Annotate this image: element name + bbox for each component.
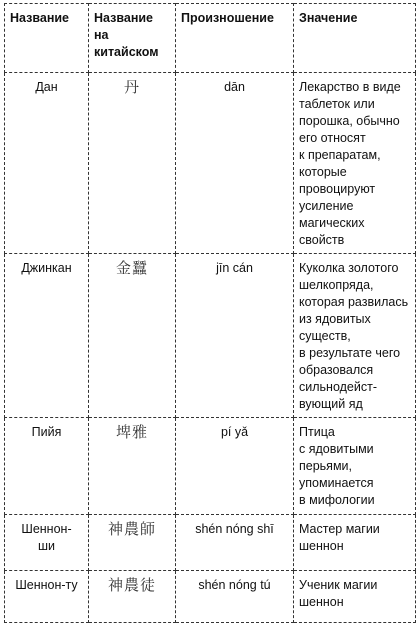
meaning-line: в результате чего <box>299 346 401 360</box>
meaning-line: перьями, <box>299 459 353 473</box>
term-pronunciation: pí yǎ <box>176 418 294 515</box>
term-name: Пийя <box>5 418 89 515</box>
meaning-line: Куколка золотого <box>299 261 399 275</box>
meaning-line: Лекарство в виде <box>299 80 401 94</box>
meaning-line: его относят <box>299 131 366 145</box>
term-chinese: 神農徒 <box>89 571 176 623</box>
meaning-line: шелкопряда, <box>299 278 374 292</box>
meaning-line: к препаратам, <box>299 148 381 162</box>
term-name: Джинкан <box>5 254 89 418</box>
term-name-line: Шеннон- <box>21 522 72 536</box>
meaning-line: которые <box>299 165 347 179</box>
meaning-line: в мифологии <box>299 493 375 507</box>
meaning-line: порошка, обычно <box>299 114 400 128</box>
meaning-line: шеннон <box>299 539 344 553</box>
meaning-line: образовался <box>299 363 374 377</box>
header-chinese-line: на <box>94 28 109 42</box>
meaning-line: таблеток или <box>299 97 375 111</box>
header-meaning: Значение <box>294 4 416 73</box>
table-row <box>5 418 416 515</box>
meaning-line: Ученик магии <box>299 578 378 592</box>
meaning-line: шеннон <box>299 595 344 609</box>
glossary-table <box>4 3 416 623</box>
header-chinese-line: Название <box>94 11 154 25</box>
meaning-line: Мастер магии <box>299 522 380 536</box>
term-name-line: ши <box>37 539 55 553</box>
meaning-line: с ядовитыми <box>299 442 374 456</box>
header-row <box>5 4 416 73</box>
meaning-line: усиление <box>299 199 354 213</box>
meaning-line: из ядовитых <box>299 312 371 326</box>
term-meaning <box>294 418 416 515</box>
term-pronunciation: shén nóng shī <box>176 515 294 571</box>
header-pronunciation: Произношение <box>176 4 294 73</box>
term-pronunciation: jīn cán <box>176 254 294 418</box>
term-meaning <box>294 254 416 418</box>
meaning-line: существ, <box>299 329 351 343</box>
term-meaning <box>294 515 416 571</box>
term-name: Шеннон-ту <box>5 571 89 623</box>
term-pronunciation: shén nóng tú <box>176 571 294 623</box>
term-chinese: 金蠶 <box>89 254 176 418</box>
term-name: Дан <box>5 73 89 254</box>
meaning-line: магических <box>299 216 365 230</box>
term-meaning <box>294 571 416 623</box>
term-name <box>5 515 89 571</box>
table-row <box>5 571 416 623</box>
meaning-line: Птица <box>299 425 335 439</box>
meaning-line: вующий яд <box>299 397 363 411</box>
term-chinese: 神農師 <box>89 515 176 571</box>
term-chinese: 丹 <box>89 73 176 254</box>
header-chinese <box>89 4 176 73</box>
term-chinese: 埤雅 <box>89 418 176 515</box>
meaning-line: провоцируют <box>299 182 376 196</box>
header-name: Название <box>5 4 89 73</box>
meaning-line: которая развилась <box>299 295 409 309</box>
term-pronunciation: dān <box>176 73 294 254</box>
header-chinese-line: китайском <box>94 45 159 59</box>
table-row <box>5 73 416 254</box>
table-row <box>5 254 416 418</box>
term-meaning <box>294 73 416 254</box>
meaning-line: сильнодейст- <box>299 380 377 394</box>
meaning-line: упоминается <box>299 476 374 490</box>
meaning-line: свойств <box>299 233 345 247</box>
table-row <box>5 515 416 571</box>
